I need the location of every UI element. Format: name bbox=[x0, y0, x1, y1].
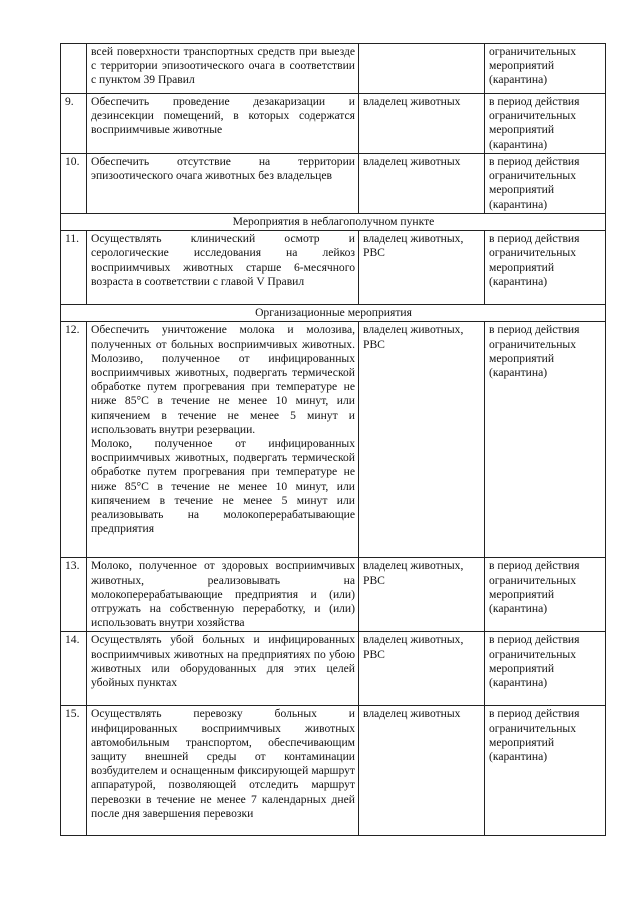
measure-term: в период действия ограничительных мероприятий (карантина) bbox=[485, 322, 606, 558]
table-row bbox=[61, 94, 606, 154]
row-number: 14. bbox=[61, 632, 87, 706]
row-number: 10. bbox=[61, 154, 87, 214]
measure-text: Молоко, полученное от здоровых восприимчивых животных, реализовывать на молокоперерабатывающие предприятия и (или) отгружать на собственную переработку, и (или) использовать внутри хозяйства bbox=[87, 558, 359, 632]
table-row bbox=[61, 632, 606, 706]
measure-text: Осуществлять убой больных и инфицированных восприимчивых животных на предприятиях по убою животных или оборудованных для этих целей убойных пунктах bbox=[87, 632, 359, 706]
measure-paragraph: Молоко, полученное от инфицированных восприимчивых животных, подвергать термической обработке путем прогревания при температуре не ниже 85°С в течение не менее 10 минут, или кипячением в течение не менее 5 минут или реализовывать на молокоперерабатывающие предприятия bbox=[91, 437, 355, 536]
measure-term: в период действия ограничительных мероприятий (карантина) bbox=[485, 94, 606, 154]
measure-term: в период действия ограничительных мероприятий (карантина) bbox=[485, 231, 606, 305]
measure-term: в период действия ограничительных мероприятий (карантина) bbox=[485, 558, 606, 632]
row-number: 9. bbox=[61, 94, 87, 154]
row-number: 12. bbox=[61, 322, 87, 558]
measure-term: в период действия ограничительных мероприятий (карантина) bbox=[485, 632, 606, 706]
table-row bbox=[61, 706, 606, 836]
responsible-party: владелец животных bbox=[359, 706, 485, 836]
row-number bbox=[61, 44, 87, 94]
table-row bbox=[61, 322, 606, 558]
measure-text: Обеспечить отсутствие на территории эпизоотического очага животных без владельцев bbox=[87, 154, 359, 214]
table-row bbox=[61, 154, 606, 214]
measure-term: в период действия ограничительных мероприятий (карантина) bbox=[485, 706, 606, 836]
table-row bbox=[61, 231, 606, 305]
row-number: 13. bbox=[61, 558, 87, 632]
measure-text: всей поверхности транспортных средств при выезде с территории эпизоотического очага в соответствии с пунктом 39 Правил bbox=[87, 44, 359, 94]
responsible-party: владелец животных bbox=[359, 94, 485, 154]
responsible-party: владелец животных bbox=[359, 154, 485, 214]
measure-text: Обеспечить проведение дезакаризации и дезинсекции помещений, в которых содержатся восприимчивые животные bbox=[87, 94, 359, 154]
measures-table bbox=[60, 43, 606, 836]
measure-term: в период действия ограничительных мероприятий (карантина) bbox=[485, 154, 606, 214]
responsible-party: владелец животных, РВС bbox=[359, 558, 485, 632]
table-row bbox=[61, 44, 606, 94]
responsible-party: владелец животных, РВС bbox=[359, 231, 485, 305]
table-row bbox=[61, 558, 606, 632]
responsible-party: владелец животных, РВС bbox=[359, 322, 485, 558]
section-heading: Мероприятия в неблагополучном пункте bbox=[61, 214, 606, 231]
responsible-party bbox=[359, 44, 485, 94]
measure-term: ограничительных мероприятий (карантина) bbox=[485, 44, 606, 94]
section-row bbox=[61, 214, 606, 231]
measure-text: Осуществлять перевозку больных и инфицированных восприимчивых животных автомобильным транспортом, обеспечивающим защиту внешней среды от контаминации возбудителем и оснащенным фиксирующей маршрут аппаратурой, позволяющей отследить маршрут перевозки в течение не менее 7 календарных дней после дня завершения перевозки bbox=[87, 706, 359, 836]
measure-paragraph: Обеспечить уничтожение молока и молозива, полученных от больных восприимчивых животных. Молозиво, полученное от инфицированных восприимчивых животных, подвергать термической обработке путем прогревания при температуре не ниже 85°С в течение не менее 10 минут, или кипячением в течение не менее 5 минут и использовать внутри резервации. bbox=[91, 323, 355, 436]
row-number: 11. bbox=[61, 231, 87, 305]
row-number: 15. bbox=[61, 706, 87, 836]
measure-text: Осуществлять клинический осмотр и серологические исследования на лейкоз восприимчивых животных старше 6-месячного возраста в соответствии с главой V Правил bbox=[87, 231, 359, 305]
responsible-party: владелец животных, РВС bbox=[359, 632, 485, 706]
section-heading: Организационные мероприятия bbox=[61, 305, 606, 322]
measure-text bbox=[87, 322, 359, 558]
section-row bbox=[61, 305, 606, 322]
